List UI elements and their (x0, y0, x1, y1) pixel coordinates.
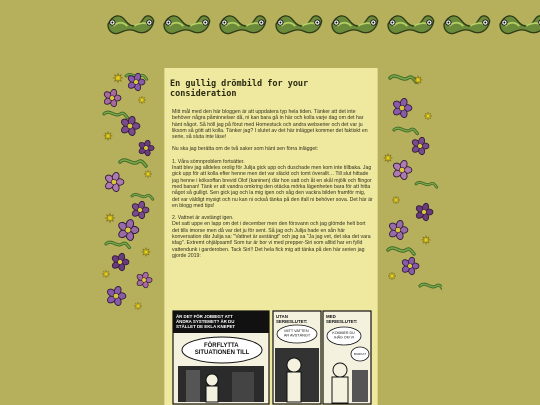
star-icon (424, 112, 432, 120)
green-worm-icon (394, 128, 417, 133)
star-icon (113, 73, 123, 83)
green-worm-icon (108, 16, 154, 34)
flower-icon (388, 220, 408, 241)
header-decoration (0, 0, 540, 60)
blog-post (164, 68, 378, 405)
comic-caption: ÄR DET FÖR JOBBIGT ATT ÄNDRA SYSTEMET? ÄR DU STÄLLET DE EKLA KNEPET (176, 314, 236, 329)
post-body (172, 109, 373, 259)
green-worm-icon (500, 16, 540, 34)
star-icon (392, 196, 400, 204)
comic-bubble: FÖRFLYTTA SITUATIONEN TILL (194, 343, 250, 356)
star-icon (105, 213, 115, 223)
green-worm-icon (332, 16, 378, 34)
flower-icon (138, 139, 154, 156)
post-paragraph: Nu ska jag berätta om de två saker som hänt sen förra inlägget: (172, 146, 319, 153)
green-worm-icon (220, 16, 266, 34)
star-icon (388, 272, 396, 280)
flower-icon (136, 271, 152, 288)
flower-icon (401, 257, 419, 276)
star-icon (102, 270, 110, 278)
green-worm-icon (106, 242, 129, 247)
left-side-decoration (98, 70, 160, 370)
green-worm-icon (444, 16, 490, 34)
green-worm-icon (104, 112, 127, 117)
flower-icon (120, 116, 140, 137)
star-icon (422, 236, 431, 245)
svg-text:BURKA?: BURKA? (353, 352, 367, 356)
green-worm-icon (416, 182, 437, 187)
post-paragraph: 2. Vattnet är avstängt igen. Det satt uppe en lapp om det i december men den försvann och jag glömde helt bort det tills imorse men då var det ju för sent. Så jag och Julija hade en sån här konversation där Julija sa: "Vattnet är avstängt" och jag sa "Ja jag vet, det ska det vara idag". Extremt ohjälpsamt! Som tur är bor vi med prepper-Siri som alltid har en fylld vattendunk i garderoben. Tack Siri!! Det hela fick mig att tänka på den här serien jag gjorde 2019: (172, 215, 371, 259)
star-icon (104, 132, 113, 141)
green-worm-icon (132, 194, 153, 199)
comic-image[interactable] (172, 310, 372, 405)
green-worm-icon (420, 284, 442, 289)
green-worm-icon (164, 16, 210, 34)
star-icon (414, 76, 423, 85)
green-worm-icon (276, 16, 322, 34)
green-worm-icon (120, 160, 146, 166)
comic-bubble: MITT VATTEN ÄR AVSTÄNGT (283, 329, 311, 338)
star-icon (138, 96, 146, 104)
star-icon (142, 248, 151, 257)
flower-icon (411, 137, 429, 156)
flower-icon (131, 201, 149, 220)
flower-icon (106, 286, 126, 307)
flower-icon (415, 203, 433, 222)
green-worm-icon (390, 76, 416, 82)
star-icon (384, 154, 393, 163)
flower-icon (104, 172, 124, 193)
green-worm-icon (388, 248, 414, 254)
comic-caption: MED SERIESLUTET: (326, 314, 358, 324)
right-side-decoration (380, 70, 442, 320)
flower-icon (392, 98, 412, 119)
comic-caption: UTAN SERIESLUTET: (276, 314, 308, 324)
comic-bubble: KOMMER DU IHÅG OM VI (332, 331, 355, 340)
post-paragraph: Mitt mål med den här bloggen är att uppdatera typ hela tiden. Tänker att det inte behöver några påminnelser då, ni kan bara gå in här och kolla varje dag om det har hänt något. Så höll jag på förut med Homestuck och andra webserier och det var ju liksom så gött att kolla. Tänker jag? I slutet av det här inlägget kommer det faktiskt en serie, så sluta inte läse! (172, 109, 368, 141)
star-icon (134, 302, 142, 310)
post-title: En gullig drömbild for your consideration (170, 79, 309, 99)
flower-icon (103, 89, 121, 108)
green-worm-icon (388, 16, 434, 34)
flower-icon (111, 253, 129, 272)
flower-icon (117, 219, 139, 242)
star-icon (144, 170, 152, 178)
post-paragraph: 1. Våra sömnproblem fortsätter. Inatt blev jag alldeles orolig för Julija gick upp och duschade men kom inte tillbaka. Jag gick upp för att kolla efter henne men det var släckt och tomt överallt… Till slut hittade jag henne i köksoffan brevid Olof (kaninen) där hon satt och åt en skål mjölk och flingor med banan! Tänk er att vandra omkring den otäcka mörka lägenheten bara för att hitta något så gulligt. Sen gick jag och la mig igen och såg den vackra bilden framför mig, det var väldigt mysigt och nu kan ni också tänka på den ifall ni behöver sova. Det här är en blogg med tips! (172, 158, 373, 209)
flower-icon (392, 160, 412, 181)
